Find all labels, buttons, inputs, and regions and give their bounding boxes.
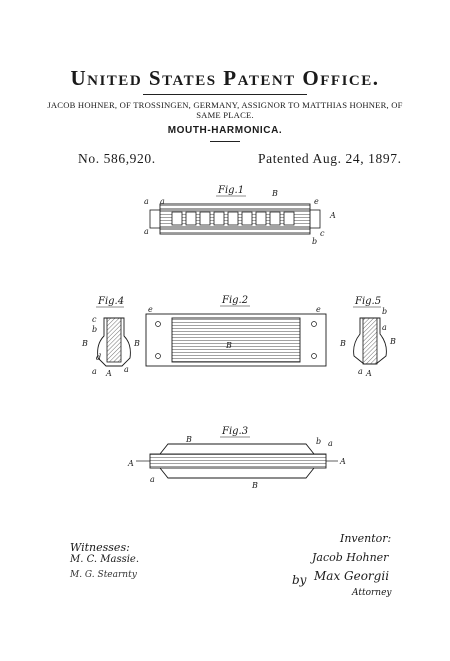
figure-4 (81, 296, 140, 378)
fig2-label: Fig.2 (222, 295, 249, 306)
inventor-signature: Jacob Hohner (312, 551, 389, 564)
ref-b: b (312, 237, 318, 246)
ref-A: A (106, 369, 112, 378)
ref-e: e (316, 305, 321, 314)
ref-a: a (144, 227, 149, 236)
witness-signature-2: M. G. Stearnty (70, 570, 137, 580)
ref-a: a (150, 475, 155, 484)
ref-A: A (330, 211, 336, 220)
ref-e: e (148, 305, 153, 314)
patent-number: No. 586,920. (78, 151, 156, 166)
ref-B: B (134, 339, 140, 348)
patent-date: Patented Aug. 24, 1897. (258, 151, 402, 166)
ref-d: d (96, 353, 102, 362)
figure-5 (339, 296, 396, 378)
inventor-assignor-line: JACOB HOHNER, OF TROSSINGEN, GERMANY, ASSIGNOR TO MATTHIAS HOHNER, OF SAME PLACE. (47, 100, 403, 120)
ref-a: a (328, 439, 333, 448)
fig2-body (172, 318, 300, 362)
ref-A: A (366, 369, 372, 378)
ref-b: b (316, 437, 322, 446)
ref-B: B (82, 339, 88, 348)
ref-e: e (314, 197, 319, 206)
fig1-holes (172, 212, 294, 225)
ref-b: b (382, 307, 388, 316)
ref-c: c (92, 315, 97, 324)
fig3-label: Fig.3 (222, 426, 249, 437)
attorney-label: Attorney (352, 588, 392, 598)
ref-B: B (340, 339, 346, 348)
inventor-heading: Inventor: (340, 532, 392, 545)
fig1-label: Fig.1 (218, 185, 245, 196)
attorney-signature: Max Georgii (314, 569, 390, 583)
by-word: by (292, 573, 307, 587)
fig5-label: Fig.5 (355, 296, 382, 307)
ref-a: a (160, 197, 165, 206)
ref-a: a (382, 323, 387, 332)
ref-A: A (340, 457, 346, 466)
figure-1 (144, 185, 336, 246)
ref-B: B (226, 341, 232, 350)
fig4-label: Fig.4 (98, 296, 125, 307)
witness-signature-1: M. C. Massie. (70, 554, 140, 565)
ref-a: a (124, 365, 129, 374)
ref-B: B (272, 189, 278, 198)
ref-a: a (358, 367, 363, 376)
figure-3 (127, 426, 346, 490)
ref-b: b (92, 325, 98, 334)
ref-c: c (320, 229, 325, 238)
ref-a: a (92, 367, 97, 376)
ref-A: A (128, 459, 134, 468)
invention-title: MOUTH-HARMONICA. (167, 125, 283, 136)
office-title: United States Patent Office. (70, 66, 380, 90)
ref-B: B (390, 337, 396, 346)
ref-a: a (144, 197, 149, 206)
fig3-body (150, 454, 326, 468)
ref-B: B (252, 481, 258, 490)
witnesses-heading: Witnesses: (70, 541, 130, 554)
ref-B: B (186, 435, 192, 444)
figure-2 (146, 295, 326, 366)
